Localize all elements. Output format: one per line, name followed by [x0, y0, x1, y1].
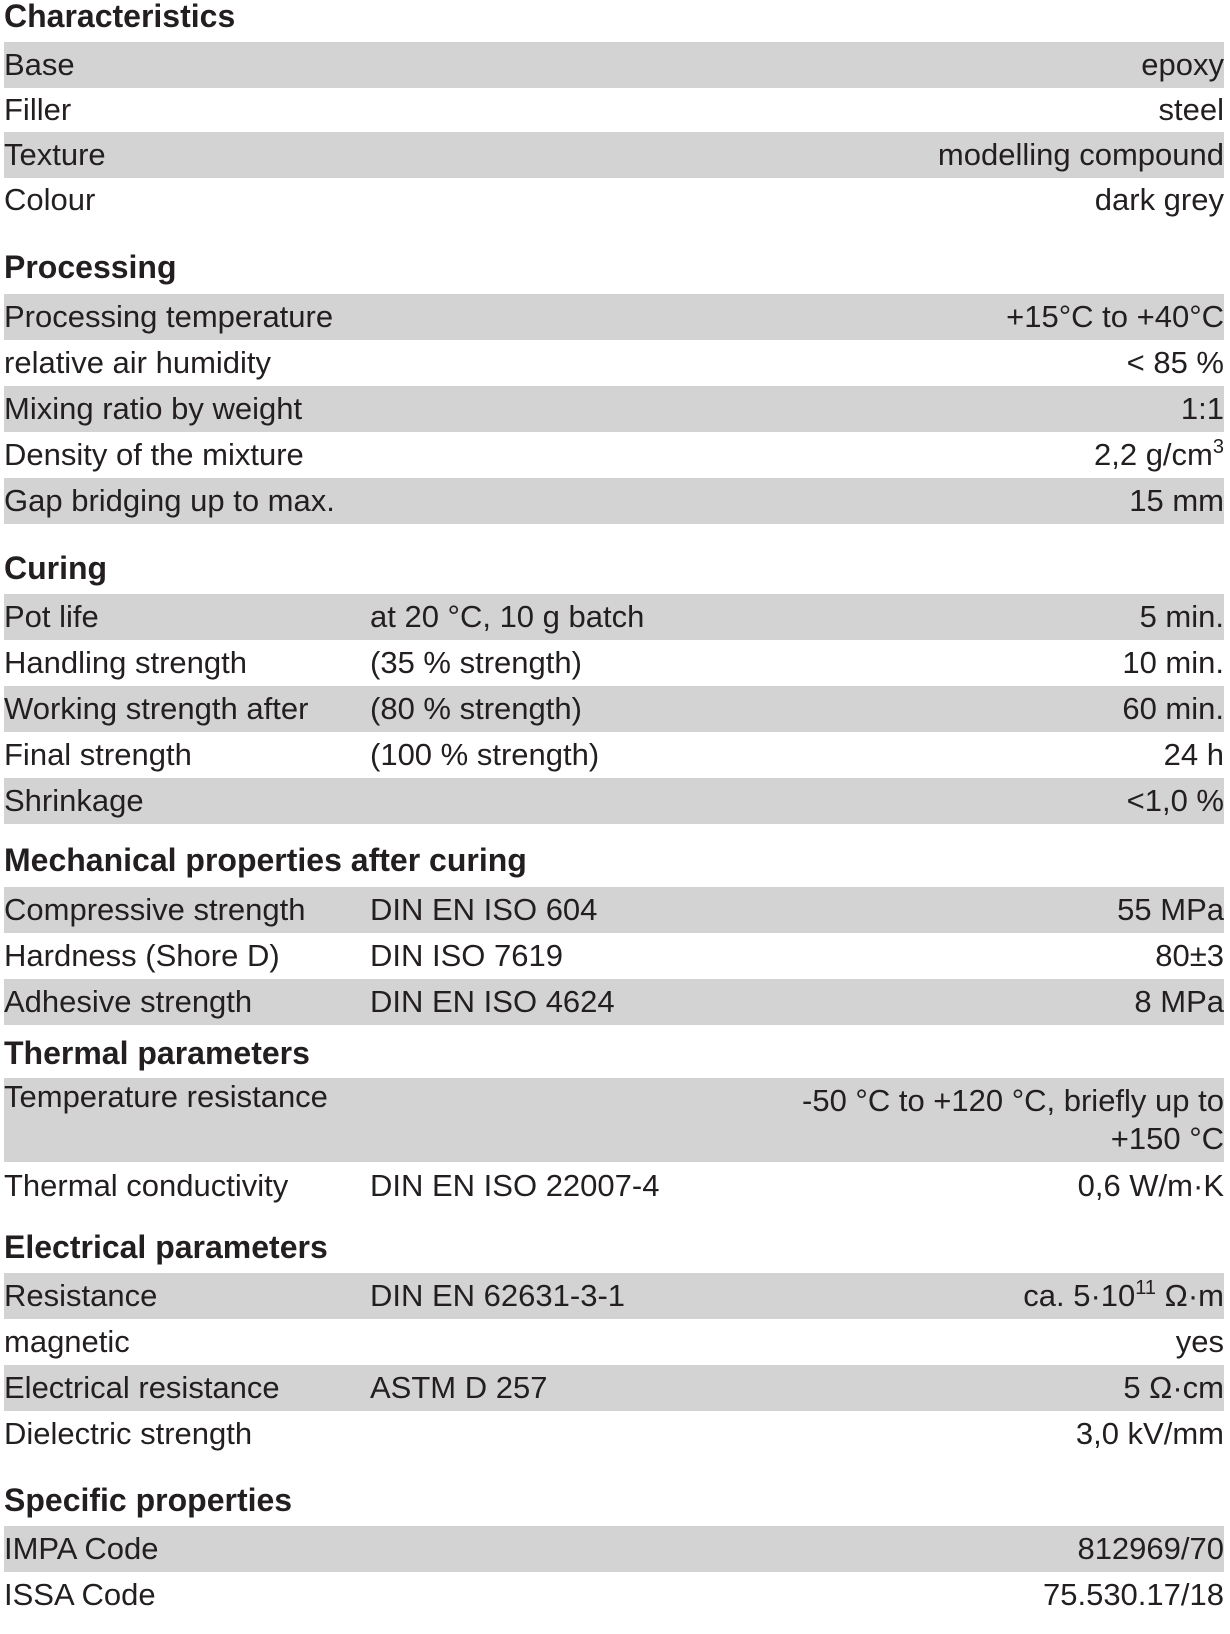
density-value: 2,2 g/cm	[1093, 437, 1213, 472]
row-label: Filler	[4, 92, 72, 127]
row-label: Colour	[4, 182, 96, 217]
row-label: ISSA Code	[4, 1577, 156, 1612]
row-value: 1:1	[1180, 391, 1224, 426]
table-row	[4, 933, 1224, 979]
table-row	[4, 478, 1224, 524]
row-label: Resistance	[4, 1278, 158, 1313]
row-value: 80±3	[1155, 938, 1224, 973]
table-row	[4, 1572, 1224, 1618]
row-value: < 85 %	[1126, 345, 1224, 380]
table-row	[4, 1526, 1224, 1572]
row-label: Working strength after	[4, 691, 309, 726]
row-value: yes	[1175, 1324, 1224, 1359]
table-row	[4, 1319, 1224, 1365]
section-title-specific: Specific properties	[4, 1482, 293, 1518]
row-condition: at 20 °C, 10 g batch	[370, 599, 645, 634]
row-label: relative air humidity	[4, 345, 272, 380]
row-label: Compressive strength	[4, 892, 306, 927]
row-value: 10 min.	[1122, 645, 1224, 680]
table-row	[4, 42, 1224, 88]
row-label: Final strength	[4, 737, 192, 772]
row-standard: ASTM D 257	[370, 1370, 548, 1405]
row-value: dark grey	[1094, 182, 1224, 217]
row-label: IMPA Code	[4, 1531, 159, 1566]
row-value: 3,0 kV/mm	[1075, 1416, 1224, 1451]
row-standard: DIN EN ISO 4624	[370, 984, 615, 1019]
row-condition: (80 % strength)	[370, 691, 582, 726]
row-value: +15°C to +40°C	[1006, 299, 1224, 334]
row-value: <1,0 %	[1126, 783, 1224, 818]
table-row	[4, 887, 1224, 933]
table-row	[4, 594, 1224, 640]
row-value: 24 h	[1163, 737, 1224, 772]
row-value: -50 °C to +120 °C, briefly up to +150 °C	[802, 1083, 1224, 1156]
row-value: modelling compound	[937, 137, 1224, 172]
row-label: Thermal conductivity	[4, 1168, 289, 1203]
section-title-processing: Processing	[4, 249, 177, 285]
row-label: Mixing ratio by weight	[4, 391, 303, 426]
table-row	[4, 340, 1224, 386]
row-label: Pot life	[4, 599, 99, 634]
row-label: Adhesive strength	[4, 984, 253, 1019]
row-standard: DIN EN 62631-3-1	[370, 1278, 626, 1313]
row-standard: DIN EN ISO 22007-4	[370, 1168, 660, 1203]
table-row	[4, 1163, 1224, 1209]
row-value: epoxy	[1141, 47, 1224, 82]
row-value: 5 Ω·cm	[1123, 1370, 1224, 1405]
row-value: 55 MPa	[1117, 892, 1224, 927]
row-value: 0,6 W/m·K	[1077, 1168, 1224, 1203]
section-title-mechanical: Mechanical properties after curing	[4, 842, 527, 878]
row-label: Base	[4, 47, 75, 82]
table-row	[4, 1365, 1224, 1411]
table-row	[4, 294, 1224, 340]
row-condition: (35 % strength)	[370, 645, 582, 680]
table-row	[4, 386, 1224, 432]
row-value: 60 min.	[1122, 691, 1224, 726]
row-standard: DIN EN ISO 604	[370, 892, 598, 927]
row-value: 5 min.	[1139, 599, 1224, 634]
row-condition: (100 % strength)	[370, 737, 600, 772]
table-row	[4, 979, 1224, 1025]
row-label: Dielectric strength	[4, 1416, 253, 1451]
table-row	[4, 1273, 1224, 1319]
table-row	[4, 1078, 1224, 1162]
resistance-unit: Ω·m	[1156, 1278, 1224, 1313]
row-value	[1023, 1273, 1224, 1319]
row-label: Handling strength	[4, 645, 247, 680]
row-label: Gap bridging up to max.	[4, 483, 335, 518]
table-row	[4, 778, 1224, 824]
row-value: 15 mm	[1129, 483, 1224, 518]
row-value: 8 MPa	[1134, 984, 1224, 1019]
row-label: Texture	[4, 137, 106, 172]
table-row	[4, 640, 1224, 686]
table-row	[4, 87, 1224, 133]
row-standard: DIN ISO 7619	[370, 938, 563, 973]
section-title-electrical: Electrical parameters	[4, 1229, 328, 1265]
table-row	[4, 177, 1224, 223]
row-label: Temperature resistance	[4, 1079, 328, 1114]
row-label: Shrinkage	[4, 783, 144, 818]
resistance-value: ca. 5·10	[1023, 1278, 1136, 1313]
row-label: Electrical resistance	[4, 1370, 280, 1405]
table-row	[4, 686, 1224, 732]
section-title-characteristics: Characteristics	[4, 0, 236, 34]
table-row	[4, 132, 1224, 178]
row-label: Density of the mixture	[4, 437, 304, 472]
table-row	[4, 732, 1224, 778]
row-label: Hardness (Shore D)	[4, 938, 280, 973]
section-title-curing: Curing	[4, 550, 108, 586]
row-value: 812969/70	[1077, 1531, 1224, 1566]
row-label: Processing temperature	[4, 299, 334, 334]
section-title-thermal: Thermal parameters	[4, 1035, 310, 1071]
row-value: steel	[1158, 92, 1224, 127]
table-row	[4, 432, 1224, 478]
row-value: 75.530.17/18	[1042, 1577, 1224, 1612]
row-label: magnetic	[4, 1324, 130, 1359]
resistance-exponent: 11	[1135, 1277, 1157, 1299]
table-row	[4, 1411, 1224, 1457]
row-value	[1094, 432, 1224, 478]
density-exponent: 3	[1212, 436, 1224, 458]
